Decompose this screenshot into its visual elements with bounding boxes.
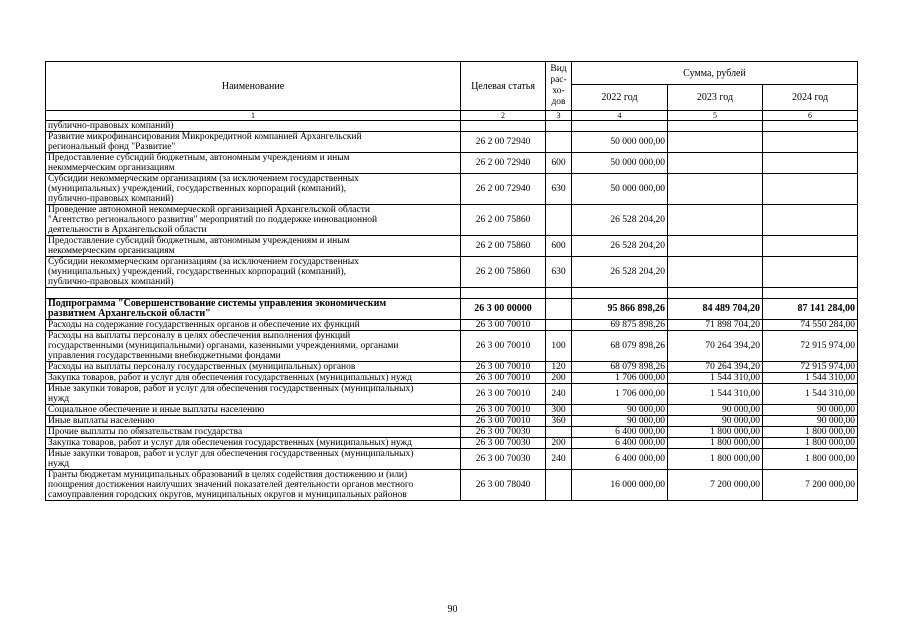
row-sum-2023: 70 264 394,20	[668, 331, 763, 362]
row-sum-2023: 90 000,00	[668, 405, 763, 416]
row-name-line: развитием Архангельской области"	[48, 308, 211, 319]
row-sum-2022: 50 000 000,00	[572, 132, 668, 153]
row-sum-2023	[668, 174, 763, 205]
row-sum-2022: 90 000,00	[572, 416, 668, 427]
row-code: 26 3 00 70010	[461, 331, 546, 362]
table-row	[46, 362, 858, 373]
row-sum-2024	[763, 236, 858, 257]
row-sum-2022: 6 400 000,00	[572, 427, 668, 438]
row-name	[46, 132, 461, 153]
table-row	[46, 373, 858, 384]
table-row	[46, 384, 858, 405]
row-code: 26 2 00 72940	[461, 153, 546, 174]
header-type-line: рас-	[550, 75, 567, 85]
row-code: 26 3 00 70030	[461, 438, 546, 449]
row-name	[46, 405, 461, 416]
row-sum-2024: 1 800 000,00	[763, 427, 858, 438]
row-sum-2024	[763, 153, 858, 174]
row-sum-2024	[763, 288, 858, 299]
row-sum-2023: 84 489 704,20	[668, 299, 763, 320]
row-expense-type: 200	[546, 438, 572, 449]
row-sum-2024: 74 550 284,00	[763, 320, 858, 331]
row-name-line: управления государственными внебюджетными фондами	[48, 351, 281, 361]
header-type-line: хо-	[552, 86, 565, 96]
row-code: 26 3 00 70010	[461, 373, 546, 384]
row-sum-2023	[668, 288, 763, 299]
row-name	[46, 438, 461, 449]
row-sum-2024: 72 915 974,00	[763, 331, 858, 362]
row-expense-type: 120	[546, 362, 572, 373]
row-sum-2024: 1 800 000,00	[763, 449, 858, 470]
table-row	[46, 470, 858, 501]
row-name-line: государственными (муниципальными) органами, казенными учреждениями, органами	[48, 341, 399, 351]
header-year-2022: 2022 год	[572, 85, 668, 111]
row-sum-2022: 6 400 000,00	[572, 438, 668, 449]
row-name	[46, 205, 461, 236]
row-sum-2023: 90 000,00	[668, 416, 763, 427]
row-expense-type: 100	[546, 331, 572, 362]
row-name-line: Подпрограмма "Совершенствование системы управления экономическим	[48, 298, 387, 309]
row-sum-2022: 26 528 204,20	[572, 257, 668, 288]
row-name-line: поощрения достижения наилучших значений показателей деятельности органов местного	[48, 480, 414, 490]
header-year-2024: 2024 год	[763, 85, 858, 111]
column-number: 3	[546, 111, 572, 121]
row-name	[46, 320, 461, 331]
row-name-line: Прочие выплаты по обязательствам государства	[48, 427, 243, 437]
row-name-line: Расходы на выплаты персоналу в целях обеспечения выполнения функций	[48, 331, 351, 341]
row-name	[46, 427, 461, 438]
row-name-line: (муниципальных) учреждений, государственных корпораций (компаний),	[48, 267, 346, 277]
row-code: 26 3 00 70030	[461, 449, 546, 470]
row-expense-type	[546, 299, 572, 320]
table-row	[46, 174, 858, 205]
row-sum-2022: 26 528 204,20	[572, 205, 668, 236]
row-code: 26 2 00 75860	[461, 236, 546, 257]
row-name	[46, 416, 461, 427]
table-row	[46, 427, 858, 438]
row-name-line: публично-правовых компаний)	[48, 277, 174, 287]
table-row	[46, 288, 858, 299]
row-sum-2023: 1 800 000,00	[668, 438, 763, 449]
row-name-line: Социальное обеспечение и иные выплаты населению	[48, 405, 265, 415]
table-row	[46, 132, 858, 153]
row-expense-type: 600	[546, 153, 572, 174]
row-sum-2023	[668, 236, 763, 257]
row-name	[46, 153, 461, 174]
row-sum-2023: 1 544 310,00	[668, 373, 763, 384]
row-sum-2023	[668, 121, 763, 132]
row-expense-type	[546, 427, 572, 438]
row-sum-2024	[763, 205, 858, 236]
table-row	[46, 416, 858, 427]
row-code: 26 3 00 70010	[461, 320, 546, 331]
row-name-line: публично-правовых компаний)	[48, 121, 174, 131]
row-expense-type: 240	[546, 449, 572, 470]
row-name-line: некоммерческим организациям	[48, 246, 175, 256]
row-name	[46, 288, 461, 299]
row-expense-type	[546, 205, 572, 236]
table-row	[46, 331, 858, 362]
row-sum-2024	[763, 174, 858, 205]
row-sum-2023: 1 800 000,00	[668, 449, 763, 470]
row-code: 26 3 00 70010	[461, 416, 546, 427]
row-name-line: Субсидии некоммерческим организациям (за исключением государственных	[48, 174, 359, 184]
row-name-line: Расходы на содержание государственных органов и обеспечение их функций	[48, 320, 360, 330]
row-name	[46, 299, 461, 320]
row-sum-2022: 90 000,00	[572, 405, 668, 416]
header-code: Целевая статья	[461, 62, 546, 111]
row-sum-2022	[572, 121, 668, 132]
row-name	[46, 470, 461, 501]
row-sum-2022: 69 875 898,26	[572, 320, 668, 331]
header-name: Наименование	[46, 62, 461, 111]
row-sum-2023: 1 800 000,00	[668, 427, 763, 438]
column-number: 6	[763, 111, 858, 121]
row-name-line: деятельности в Архангельской области	[48, 225, 207, 235]
row-sum-2023	[668, 257, 763, 288]
row-sum-2024: 87 141 284,00	[763, 299, 858, 320]
row-sum-2024	[763, 257, 858, 288]
row-sum-2024: 90 000,00	[763, 416, 858, 427]
row-code: 26 3 00 00000	[461, 299, 546, 320]
row-name-line: (муниципальных) учреждений, государственных корпораций (компаний),	[48, 184, 346, 194]
row-code: 26 3 00 70030	[461, 427, 546, 438]
row-expense-type: 240	[546, 384, 572, 405]
row-name-line: Проведение автономной некоммерческой организацией Архангельской области	[48, 205, 370, 215]
row-code: 26 3 00 78040	[461, 470, 546, 501]
row-sum-2022: 16 000 000,00	[572, 470, 668, 501]
row-name-line: Развитие микрофинансирования Микрокредитной компанией Архангельский	[48, 132, 362, 142]
row-expense-type: 600	[546, 236, 572, 257]
row-name	[46, 384, 461, 405]
row-sum-2022: 68 079 898,26	[572, 362, 668, 373]
row-code: 26 2 00 72940	[461, 132, 546, 153]
row-sum-2022: 1 706 000,00	[572, 384, 668, 405]
row-name-line: нужд	[48, 459, 70, 469]
header-type	[546, 62, 572, 111]
row-name	[46, 449, 461, 470]
row-sum-2024: 1 544 310,00	[763, 373, 858, 384]
row-name-line: некоммерческим организациям	[48, 163, 175, 173]
row-expense-type	[546, 132, 572, 153]
column-number: 1	[46, 111, 461, 121]
row-name-line: публично-правовых компаний)	[48, 194, 174, 204]
table-row	[46, 121, 858, 132]
row-code	[461, 288, 546, 299]
header-sum: Сумма, рублей	[572, 62, 858, 85]
table-row	[46, 438, 858, 449]
row-sum-2023: 70 264 394,20	[668, 362, 763, 373]
row-sum-2024	[763, 132, 858, 153]
table-row	[46, 257, 858, 288]
row-code: 26 2 00 75860	[461, 205, 546, 236]
table-row	[46, 153, 858, 174]
row-name-line: Расходы на выплаты персоналу государственных (муниципальных) органов	[48, 362, 356, 372]
row-sum-2023: 7 200 000,00	[668, 470, 763, 501]
row-name	[46, 331, 461, 362]
row-expense-type	[546, 320, 572, 331]
row-sum-2023	[668, 205, 763, 236]
row-expense-type	[546, 121, 572, 132]
row-expense-type: 200	[546, 373, 572, 384]
row-sum-2022: 50 000 000,00	[572, 174, 668, 205]
table-row	[46, 449, 858, 470]
row-name	[46, 174, 461, 205]
row-code: 26 2 00 75860	[461, 257, 546, 288]
row-name-line: Субсидии некоммерческим организациям (за исключением государственных	[48, 257, 359, 267]
row-expense-type: 300	[546, 405, 572, 416]
row-name-line: Закупка товаров, работ и услуг для обеспечения государственных (муниципальных) нужд	[48, 438, 412, 448]
column-number: 4	[572, 111, 668, 121]
row-name-line: региональный фонд "Развитие"	[48, 142, 176, 152]
row-sum-2022: 1 706 000,00	[572, 373, 668, 384]
page-number: 90	[447, 604, 458, 615]
header-year-2023: 2023 год	[668, 85, 763, 111]
row-name-line: Гранты бюджетам муниципальных образований в целях содействия достижению и (или)	[48, 470, 408, 480]
row-expense-type: 630	[546, 257, 572, 288]
row-sum-2024: 1 800 000,00	[763, 438, 858, 449]
table-row	[46, 299, 858, 320]
row-expense-type	[546, 288, 572, 299]
row-sum-2022: 95 866 898,26	[572, 299, 668, 320]
row-expense-type: 360	[546, 416, 572, 427]
row-name-line: Предоставление субсидий бюджетным, автономным учреждениям и иным	[48, 153, 350, 163]
row-name-line: "Агентство регионального развития" мероприятий по поддержке инновационной	[48, 215, 378, 225]
header-type-line: дов	[551, 97, 566, 107]
column-number: 2	[461, 111, 546, 121]
row-sum-2023	[668, 132, 763, 153]
budget-table-sheet	[45, 61, 857, 501]
row-code: 26 2 00 72940	[461, 174, 546, 205]
row-sum-2023	[668, 153, 763, 174]
row-sum-2022: 68 079 898,26	[572, 331, 668, 362]
header-type-line: Вид	[550, 64, 567, 74]
row-code: 26 3 00 70010	[461, 384, 546, 405]
row-sum-2022: 6 400 000,00	[572, 449, 668, 470]
row-code	[461, 121, 546, 132]
table-row	[46, 205, 858, 236]
row-name-line: Предоставление субсидий бюджетным, автономным учреждениям и иным	[48, 236, 350, 246]
row-sum-2023: 71 898 704,20	[668, 320, 763, 331]
row-name-line: Иные закупки товаров, работ и услуг для обеспечения государственных (муниципальных)	[48, 449, 414, 459]
row-name-line: Иные закупки товаров, работ и услуг для обеспечения государственных (муниципальных)	[48, 384, 414, 394]
row-name-line: Закупка товаров, работ и услуг для обеспечения государственных (муниципальных) нужд	[48, 373, 412, 383]
row-name-line: Иные выплаты населению	[48, 416, 155, 426]
row-sum-2022: 26 528 204,20	[572, 236, 668, 257]
row-sum-2024: 1 544 310,00	[763, 384, 858, 405]
row-sum-2024: 7 200 000,00	[763, 470, 858, 501]
row-expense-type: 630	[546, 174, 572, 205]
row-name-line: нужд	[48, 394, 70, 404]
row-sum-2024	[763, 121, 858, 132]
column-number: 5	[668, 111, 763, 121]
budget-table	[45, 61, 858, 501]
table-row	[46, 320, 858, 331]
table-row	[46, 405, 858, 416]
row-name-line: самоуправления городских округов, муниципальных округов и муниципальных районов	[48, 490, 407, 500]
row-sum-2024: 90 000,00	[763, 405, 858, 416]
row-name	[46, 362, 461, 373]
row-code: 26 3 00 70010	[461, 405, 546, 416]
row-name	[46, 373, 461, 384]
table-row	[46, 236, 858, 257]
row-sum-2023: 1 544 310,00	[668, 384, 763, 405]
row-sum-2022	[572, 288, 668, 299]
row-code: 26 3 00 70010	[461, 362, 546, 373]
row-sum-2022: 50 000 000,00	[572, 153, 668, 174]
row-name	[46, 121, 461, 132]
row-name	[46, 257, 461, 288]
row-expense-type	[546, 470, 572, 501]
row-sum-2024: 72 915 974,00	[763, 362, 858, 373]
row-name	[46, 236, 461, 257]
